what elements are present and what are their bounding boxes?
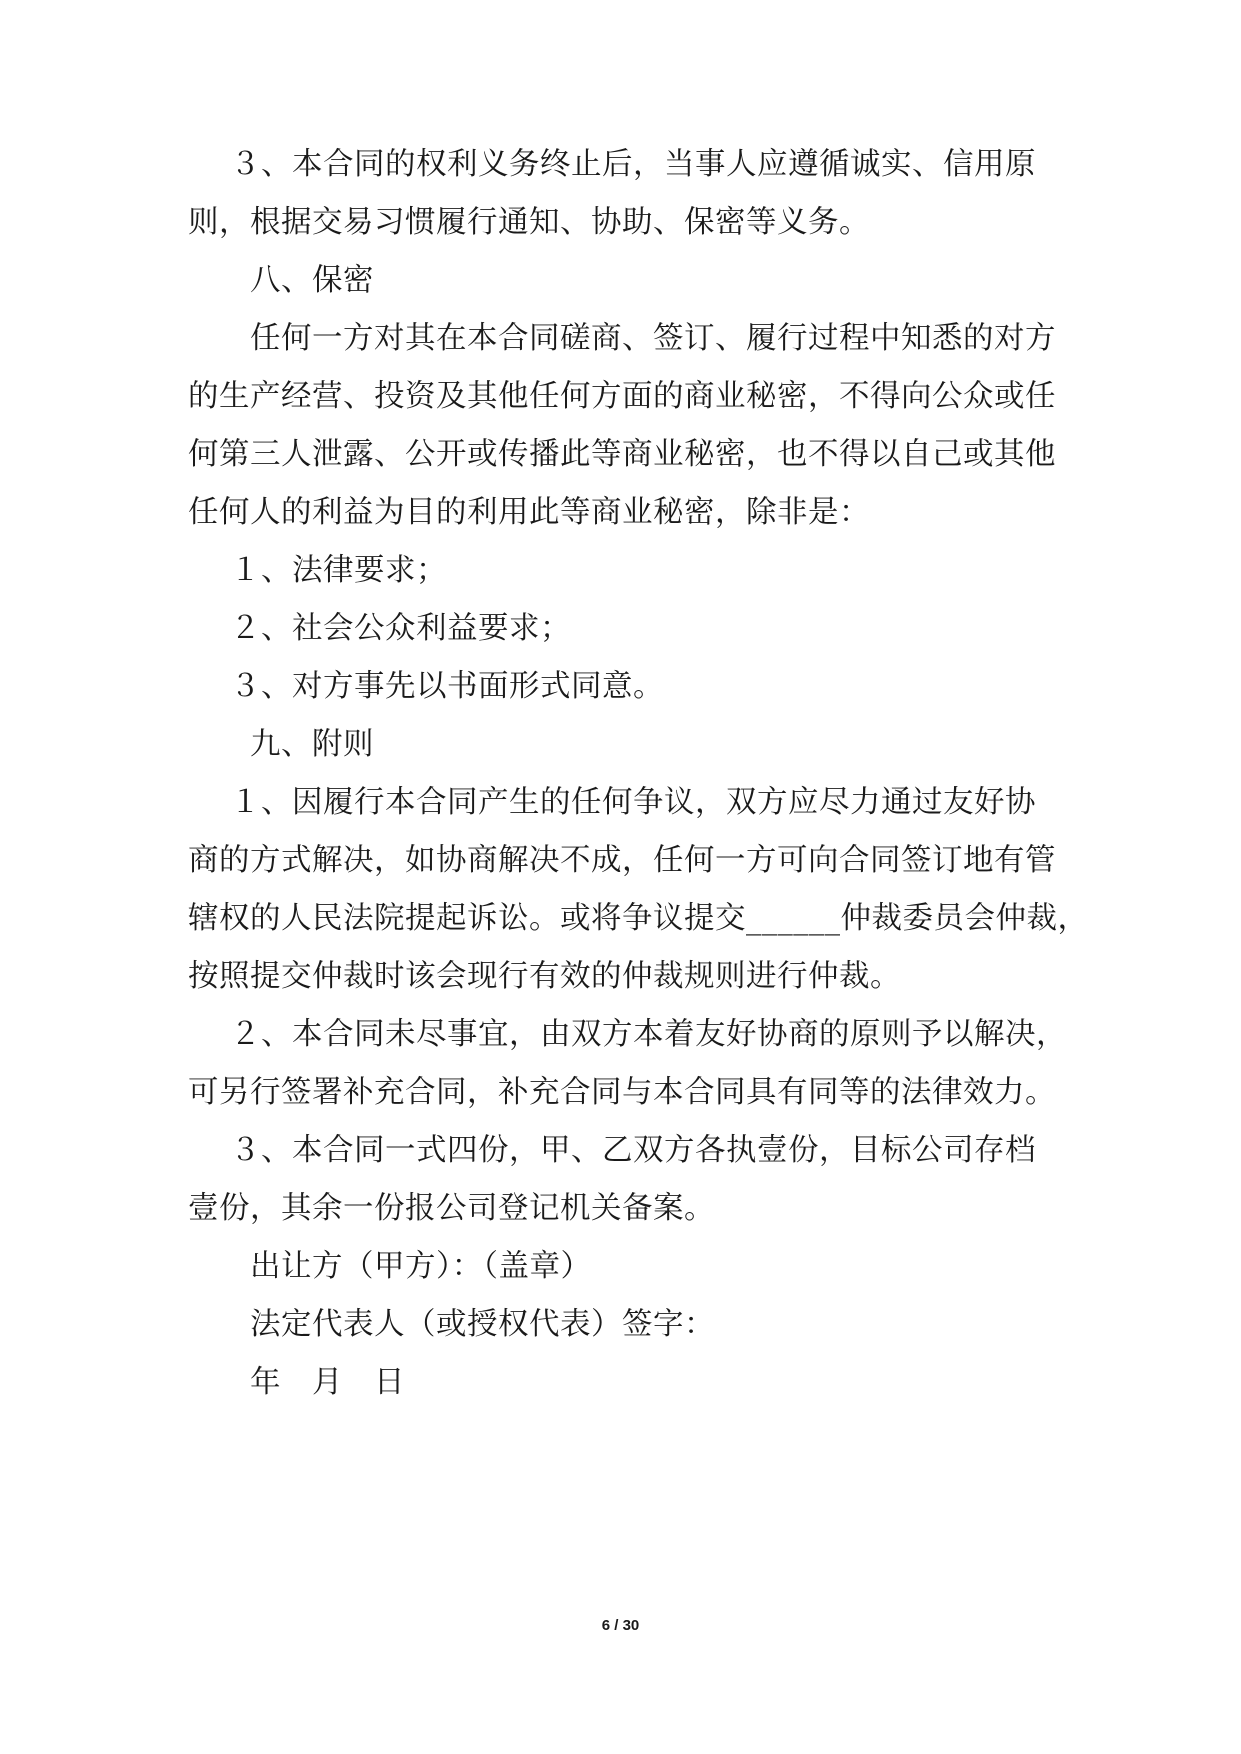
text-line-12: １、因履行本合同产生的任何争议，双方应尽力通过友好协 — [230, 785, 1036, 820]
text-line-18: ３、本合同一式四份，甲、乙双方各执壹份，目标公司存档 — [230, 1133, 1036, 1168]
text-line-7: 任何人的利益为目的利用此等商业秘密，除非是： — [188, 495, 870, 530]
text-line-1: ３、本合同的权利义务终止后，当事人应遵循诚实、信用原 — [230, 147, 1036, 182]
list-item-2: ２、社会公众利益要求； — [230, 611, 571, 646]
text-line-17: 可另行签署补充合同，补充合同与本合同具有同等的法律效力。 — [188, 1075, 1056, 1110]
signature-date-line: 年 月 日 — [250, 1365, 405, 1400]
text-line-6: 何第三人泄露、公开或传播此等商业秘密，也不得以自己或其他 — [188, 437, 1056, 472]
page-number: 6 / 30 — [601, 1617, 640, 1634]
signature-party-line: 出让方（甲方）：（盖章） — [250, 1249, 592, 1284]
text-line-4: 任何一方对其在本合同磋商、签订、履行过程中知悉的对方 — [250, 321, 1056, 356]
text-line-16: ２、本合同未尽事宜，由双方本着友好协商的原则予以解决， — [230, 1017, 1067, 1052]
list-item-3: ３、对方事先以书面形式同意。 — [230, 669, 664, 704]
text-line-13: 商的方式解决，如协商解决不成，任何一方可向合同签订地有管 — [188, 843, 1056, 878]
section-heading-9: 九、附则 — [250, 727, 374, 762]
text-line-14: 辖权的人民法院提起诉讼。或将争议提交______仲裁委员会仲裁， — [188, 901, 1089, 936]
text-line-5: 的生产经营、投资及其他任何方面的商业秘密，不得向公众或任 — [188, 379, 1056, 414]
text-line-15: 按照提交仲裁时该会现行有效的仲裁规则进行仲裁。 — [188, 959, 901, 994]
signature-representative-line: 法定代表人（或授权代表）签字： — [250, 1307, 715, 1342]
list-item-1: １、法律要求； — [230, 553, 447, 588]
text-line-19: 壹份，其余一份报公司登记机关备案。 — [188, 1191, 715, 1226]
text-line-2: 则，根据交易习惯履行通知、协助、保密等义务。 — [188, 205, 870, 240]
section-heading-8: 八、保密 — [250, 263, 374, 298]
